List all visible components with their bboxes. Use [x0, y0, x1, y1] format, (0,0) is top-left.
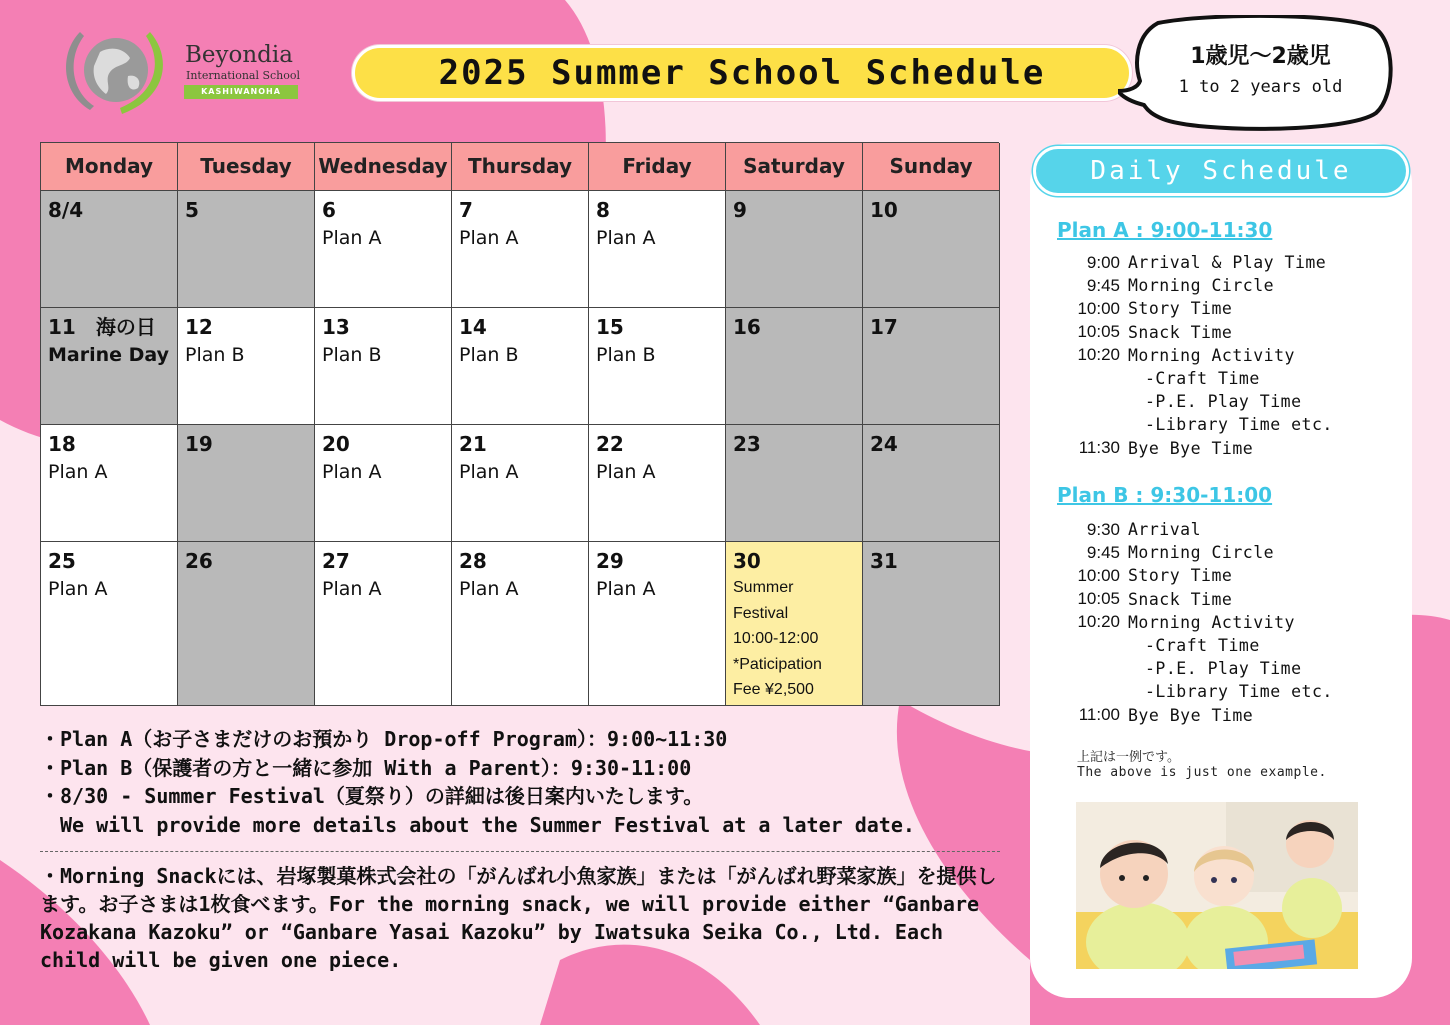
activity: -Craft Time: [1145, 636, 1260, 656]
date-number: 15: [596, 315, 624, 339]
time: 11:30: [1078, 438, 1120, 458]
plan-label: Plan B: [596, 344, 656, 366]
schedule-row: [1060, 437, 1400, 460]
schedule-row: [1060, 564, 1400, 587]
plan-label: Plan B: [459, 344, 519, 366]
calendar-day: [863, 542, 1000, 706]
date-number: 28: [459, 549, 487, 573]
calendar-day: [41, 542, 178, 706]
plan-label: Plan A: [596, 461, 656, 483]
activity: Snack Time: [1128, 589, 1233, 609]
schedule-subrow: [1060, 390, 1400, 413]
schedule-row: [1060, 251, 1400, 274]
schedule-subrow: [1060, 413, 1400, 436]
date-number: 17: [870, 315, 898, 339]
activity: Morning Circle: [1128, 276, 1275, 296]
activity: Morning Circle: [1128, 543, 1275, 563]
activity: Story Time: [1128, 299, 1233, 319]
notes-section: [40, 725, 1000, 974]
plan-a-schedule: [1060, 251, 1400, 460]
date-number: 19: [185, 432, 213, 456]
schedule-row: [1060, 297, 1400, 320]
schedule-row: [1060, 274, 1400, 297]
globe-laurel-icon: [50, 22, 180, 122]
date-number: 21: [459, 432, 487, 456]
plan-label: Plan A: [48, 578, 108, 600]
activity: Morning Activity: [1128, 612, 1295, 632]
note-plan-b: ・Plan B（保護者の方と一緒に参加 With a Parent）：9:30-11:00: [40, 755, 692, 780]
activity: -Library Time etc.: [1145, 682, 1333, 702]
time: 10:05: [1077, 322, 1120, 342]
plan-b-title: Plan B : 9:30-11:00: [1057, 483, 1273, 507]
schedule-row: [1060, 518, 1400, 541]
calendar-day: [452, 308, 589, 425]
date-number: 30: [733, 549, 761, 573]
calendar-day: [726, 308, 863, 425]
day-header: Thursday: [452, 143, 589, 191]
time: 10:00: [1077, 298, 1120, 318]
activity: Bye Bye Time: [1128, 705, 1254, 725]
time: 10:05: [1077, 589, 1120, 609]
plan-label: Plan A: [459, 461, 519, 483]
time: 9:30: [1086, 519, 1120, 539]
calendar-day-holiday: [41, 308, 178, 425]
date-number: 10: [870, 198, 898, 222]
date-number: 18: [48, 432, 76, 456]
plan-b-schedule: [1060, 518, 1400, 727]
date-number: 6: [322, 198, 336, 222]
calendar-day: [863, 308, 1000, 425]
activity: -P.E. Play Time: [1145, 659, 1302, 679]
time: 9:45: [1086, 542, 1120, 562]
activity: -P.E. Play Time: [1145, 392, 1302, 412]
school-name: Beyondia: [185, 42, 293, 68]
plan-label: Plan A: [596, 227, 656, 249]
festival-line: 10:00-12:00: [733, 630, 819, 647]
calendar-day: [41, 425, 178, 542]
date-number: 26: [185, 549, 213, 573]
plan-a-title: Plan A : 9:00-11:30: [1057, 218, 1273, 242]
calendar-day: [589, 191, 726, 308]
date-number: 29: [596, 549, 624, 573]
activity: Arrival & Play Time: [1128, 253, 1327, 273]
day-header: Wednesday: [315, 143, 452, 191]
plan-label: Plan A: [459, 578, 519, 600]
daily-schedule-header: Daily Schedule: [1033, 146, 1409, 196]
page-title: 2025 Summer School Schedule: [352, 45, 1132, 101]
plan-label: Plan A: [459, 227, 519, 249]
school-logo: [50, 22, 310, 122]
calendar-day: [178, 542, 315, 706]
calendar-grid: [40, 142, 999, 706]
festival-line: Summer: [733, 579, 794, 596]
date-number: 5: [185, 198, 199, 222]
children-photo: [1076, 802, 1358, 969]
calendar-day-festival: [726, 542, 863, 706]
activity: Story Time: [1128, 566, 1233, 586]
calendar-day: [452, 425, 589, 542]
schedule-subrow: [1060, 680, 1400, 703]
time: 9:45: [1086, 275, 1120, 295]
activity: -Library Time etc.: [1145, 415, 1333, 435]
calendar-day: [863, 425, 1000, 542]
date-number: 25: [48, 549, 76, 573]
schedule-row: [1060, 704, 1400, 727]
schedule-subrow: [1060, 367, 1400, 390]
date-number: 22: [596, 432, 624, 456]
date-number: 9: [733, 198, 747, 222]
age-en: 1 to 2 years old: [1178, 77, 1343, 97]
dashed-divider: [40, 851, 1000, 852]
date-number: 27: [322, 549, 350, 573]
schedule-row: [1060, 541, 1400, 564]
date-number: 16: [733, 315, 761, 339]
calendar-day: [589, 542, 726, 706]
plan-label: Plan B: [322, 344, 382, 366]
children-illustration: [1076, 802, 1358, 969]
time: 10:20: [1077, 345, 1120, 365]
daily-schedule-panel: [1030, 143, 1412, 998]
speech-bubble-shape: [1118, 15, 1403, 135]
day-header: Sunday: [863, 143, 1000, 191]
activity: -Craft Time: [1145, 369, 1260, 389]
date-number: 12: [185, 315, 213, 339]
note-snack: ・Morning Snackには、岩塚製菓株式会社の「がんばれ小魚家族」または「がんばれ野菜家族」を提供します。お子さまは1枚食べます。For the morning snack, we will provide either “Ganbare Kozakana Kazoku” or “Ganbare Yasai Kazoku” by Iwatsuka Seika Co., Ltd. Each child will be given one piece.: [40, 864, 997, 972]
holiday-label: Marine Day: [48, 344, 170, 366]
school-subtitle: International School: [186, 69, 301, 82]
campus-badge: KASHIWANOHA: [184, 85, 298, 99]
age-jp: 1歳児〜2歳児: [1190, 44, 1331, 69]
plan-label: Plan A: [322, 578, 382, 600]
time: 10:20: [1077, 612, 1120, 632]
activity: Bye Bye Time: [1128, 438, 1254, 458]
note-plan-a: ・Plan A（お子さまだけのお預かり Drop-off Program）：9:00~11:30: [40, 727, 728, 751]
calendar-day: [315, 542, 452, 706]
date-number: 31: [870, 549, 898, 573]
date-number: 8/4: [48, 198, 84, 222]
example-note-en: The above is just one example.: [1077, 765, 1327, 780]
date-number: 7: [459, 198, 473, 222]
calendar-day: [726, 191, 863, 308]
schedule-row: [1060, 588, 1400, 611]
date-number: 23: [733, 432, 761, 456]
day-header: Friday: [589, 143, 726, 191]
calendar-day: [41, 191, 178, 308]
day-header: Tuesday: [178, 143, 315, 191]
calendar-day: [589, 308, 726, 425]
calendar-day: [315, 425, 452, 542]
activity: Snack Time: [1128, 322, 1233, 342]
festival-line: Festival: [733, 604, 789, 622]
age-bubble: [1118, 15, 1393, 130]
date-number: 24: [870, 432, 898, 456]
calendar-day: [452, 542, 589, 706]
date-number: 20: [322, 432, 350, 456]
plan-label: Plan A: [322, 461, 382, 483]
calendar-day: [589, 425, 726, 542]
example-note-jp: 上記は一例です。: [1077, 750, 1180, 765]
calendar-day: [178, 191, 315, 308]
date-number: 11 海の日: [48, 315, 156, 339]
plan-label: Plan A: [596, 578, 656, 600]
plan-label: Plan A: [48, 461, 108, 483]
calendar-day: [863, 191, 1000, 308]
schedule-subrow: [1060, 657, 1400, 680]
activity: Arrival: [1128, 520, 1202, 540]
date-number: 8: [596, 198, 610, 222]
schedule-row: [1060, 344, 1400, 367]
schedule-row: [1060, 611, 1400, 634]
calendar-day: [452, 191, 589, 308]
festival-line: *Paticipation: [733, 655, 822, 673]
time: 10:00: [1077, 565, 1120, 585]
calendar-day: [726, 425, 863, 542]
calendar-day: [178, 425, 315, 542]
festival-line: Fee ¥2,500: [733, 681, 814, 698]
time: 11:00: [1078, 705, 1120, 725]
note-festival-jp: ・8/30 - Summer Festival（夏祭り）の詳細は後日案内いたします。: [40, 784, 704, 808]
note-festival-en: We will provide more details about the Summer Festival at a later date.: [60, 812, 915, 837]
date-number: 14: [459, 315, 487, 339]
time: 9:00: [1086, 252, 1120, 272]
day-header: Monday: [41, 143, 178, 191]
schedule-subrow: [1060, 634, 1400, 657]
calendar-day: [178, 308, 315, 425]
plan-label: Plan B: [185, 344, 245, 366]
activity: Morning Activity: [1128, 345, 1295, 365]
schedule-row: [1060, 321, 1400, 344]
calendar-day: [315, 308, 452, 425]
plan-label: Plan A: [322, 227, 382, 249]
date-number: 13: [322, 315, 350, 339]
calendar-day: [315, 191, 452, 308]
day-header: Saturday: [726, 143, 863, 191]
